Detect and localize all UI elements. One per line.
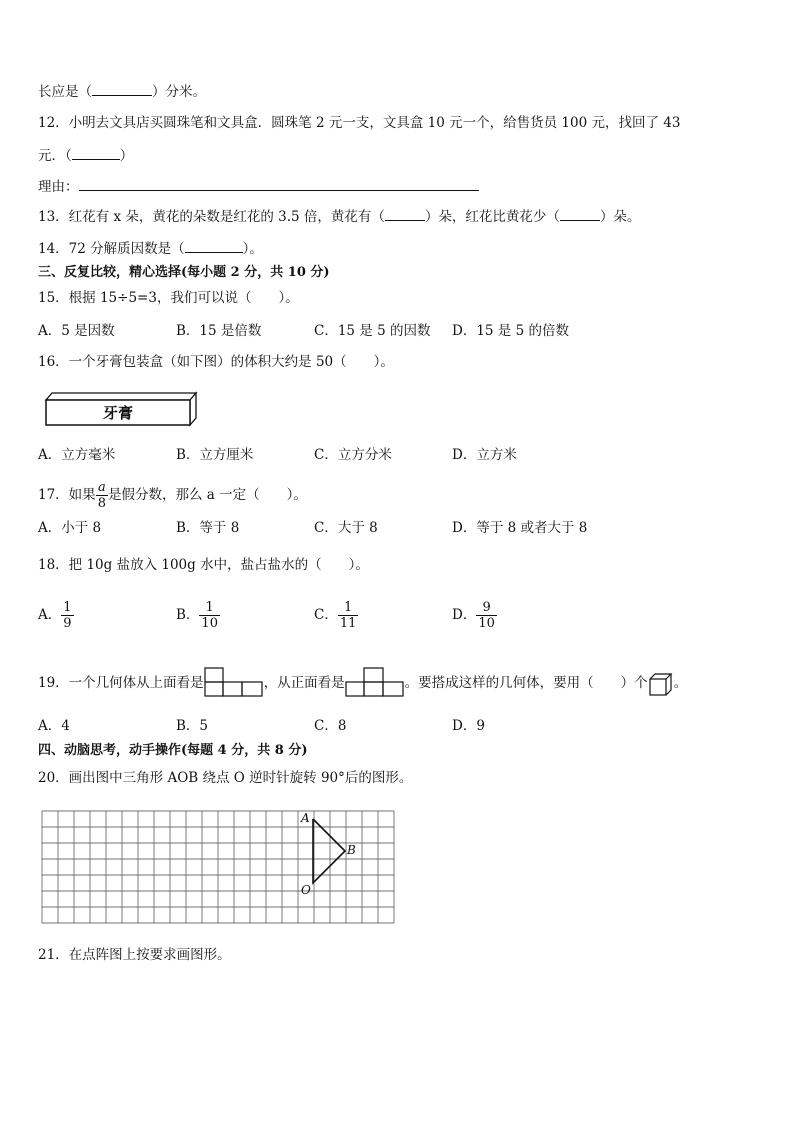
q17-option-b[interactable]: B．等于 8 xyxy=(176,520,240,536)
q12-reason-line[interactable] xyxy=(79,177,479,191)
q14 xyxy=(38,239,263,258)
q17-frac-den: 8 xyxy=(97,496,106,511)
q18-option-b-fraction xyxy=(199,600,220,631)
q11-tail xyxy=(38,82,206,101)
front-view-figure xyxy=(345,666,405,698)
q21-stem: 21．在点阵图上按要求画图形。 xyxy=(38,947,231,963)
q18-option-c[interactable] xyxy=(314,598,358,632)
q13-part1: 13．红花有 x 朵，黄花的朵数是红花的 3.5 倍，黄花有（ xyxy=(38,209,385,225)
q20-stem: 20．画出图中三角形 AOB 绕点 O 逆时针旋转 90°后的图形。 xyxy=(38,770,413,786)
q18-option-b[interactable] xyxy=(176,598,220,632)
q18-option-c-fraction xyxy=(338,600,359,631)
q18-option-a-label: A． xyxy=(38,607,62,623)
q18-b-num: 1 xyxy=(205,600,214,615)
rotation-grid-figure[interactable] xyxy=(38,806,404,930)
toothpaste-box-label: 牙膏 xyxy=(102,404,134,422)
q15-option-a[interactable]: A．5 是因数 xyxy=(38,323,115,339)
q17-suffix: 是假分数，那么 a 一定（ ）。 xyxy=(107,487,307,503)
q19-part4: 。 xyxy=(673,675,688,691)
q14-suffix: ）。 xyxy=(242,241,263,257)
q18-option-b-label: B． xyxy=(176,607,200,623)
cube-icon xyxy=(648,672,674,698)
q14-answer-blank[interactable] xyxy=(185,239,243,253)
triangle-aob xyxy=(313,819,345,883)
q12-reason-label: 理由： xyxy=(38,179,79,195)
q17-frac-num: a xyxy=(97,480,106,495)
q13-part2: ）朵，红花比黄花少（ xyxy=(424,209,560,225)
q15-option-b[interactable]: B．15 是倍数 xyxy=(176,323,262,339)
q19-option-d[interactable]: D．9 xyxy=(452,718,485,734)
q18-a-num: 1 xyxy=(63,600,72,615)
q18-option-d-fraction xyxy=(476,600,497,631)
q17-option-d[interactable]: D．等于 8 或者大于 8 xyxy=(452,520,588,536)
q18-option-a[interactable] xyxy=(38,598,74,632)
q18-c-den: 11 xyxy=(339,616,357,631)
q14-prefix: 14．72 分解质因数是（ xyxy=(38,241,185,257)
q18-d-num: 9 xyxy=(482,600,491,615)
top-view-figure xyxy=(204,666,264,698)
q17-fraction xyxy=(96,480,108,511)
section-3-heading: 三、反复比较，精心选择(每小题 2 分，共 10 分) xyxy=(38,265,330,280)
grid-lines xyxy=(42,811,394,923)
q16-option-b[interactable]: B．立方厘米 xyxy=(176,447,254,463)
q17-stem xyxy=(38,478,307,512)
q12-reason xyxy=(38,177,479,196)
q16-option-c[interactable]: C．立方分米 xyxy=(314,447,392,463)
q15-option-d[interactable]: D．15 是 5 的倍数 xyxy=(452,323,569,339)
q16-stem: 16．一个牙膏包装盒（如下图）的体积大约是 50（ ）。 xyxy=(38,354,394,370)
point-b-label: B xyxy=(347,843,356,857)
q18-stem: 18．把 10g 盐放入 100g 水中，盐占盐水的（ ）。 xyxy=(38,557,369,573)
q18-option-c-label: C． xyxy=(314,607,338,623)
q18-d-den: 10 xyxy=(478,616,495,631)
q17-option-a[interactable]: A．小于 8 xyxy=(38,520,102,536)
q18-b-den: 10 xyxy=(201,616,218,631)
q18-option-d-label: D． xyxy=(452,607,477,623)
q18-option-d[interactable] xyxy=(452,598,497,632)
q19-part3: 。要搭成这样的几何体，要用（ ）个 xyxy=(404,675,648,691)
toothpaste-box-figure xyxy=(44,390,200,428)
q13-part3: ）朵。 xyxy=(599,209,641,225)
q11-prefix: 长应是（ xyxy=(38,84,92,100)
q19-stem xyxy=(38,666,687,698)
q19-option-a[interactable]: A．4 xyxy=(38,718,70,734)
q18-c-num: 1 xyxy=(343,600,353,615)
q15-stem: 15．根据 15÷5=3，我们可以说（ ）。 xyxy=(38,290,299,306)
q17-option-c[interactable]: C．大于 8 xyxy=(314,520,378,536)
q19-option-c[interactable]: C．8 xyxy=(314,718,347,734)
q18-option-a-fraction xyxy=(61,600,73,631)
q13-blank-1[interactable] xyxy=(385,207,425,221)
q19-option-b[interactable]: B．5 xyxy=(176,718,209,734)
q11-suffix: ）分米。 xyxy=(152,84,206,100)
q12-line2 xyxy=(38,146,133,165)
q11-answer-blank[interactable] xyxy=(92,82,152,96)
q12-line2-prefix: 元．（ xyxy=(38,148,72,164)
q13-blank-2[interactable] xyxy=(560,207,600,221)
q17-prefix: 17．如果 xyxy=(38,487,96,503)
q12-line2-suffix: ） xyxy=(119,148,134,164)
q19-part1: 19．一个几何体从上面看是 xyxy=(38,675,204,691)
point-a-label: A xyxy=(301,811,310,825)
q16-option-d[interactable]: D．立方米 xyxy=(452,447,517,463)
q12-answer-blank[interactable] xyxy=(72,146,120,160)
section-4-heading: 四、动脑思考，动手操作(每题 4 分，共 8 分) xyxy=(38,743,308,758)
q15-option-c[interactable]: C．15 是 5 的因数 xyxy=(314,323,431,339)
q19-part2: ，从正面看是 xyxy=(263,675,345,691)
q12-line1: 12．小明去文具店买圆珠笔和文具盒．圆珠笔 2 元一支，文具盒 10 元一个，给售货员 100 元，找回了 43 xyxy=(38,115,681,131)
point-o-label: O xyxy=(301,883,311,897)
q16-option-a[interactable]: A．立方毫米 xyxy=(38,447,116,463)
q13 xyxy=(38,207,640,226)
q18-a-den: 9 xyxy=(63,616,72,631)
